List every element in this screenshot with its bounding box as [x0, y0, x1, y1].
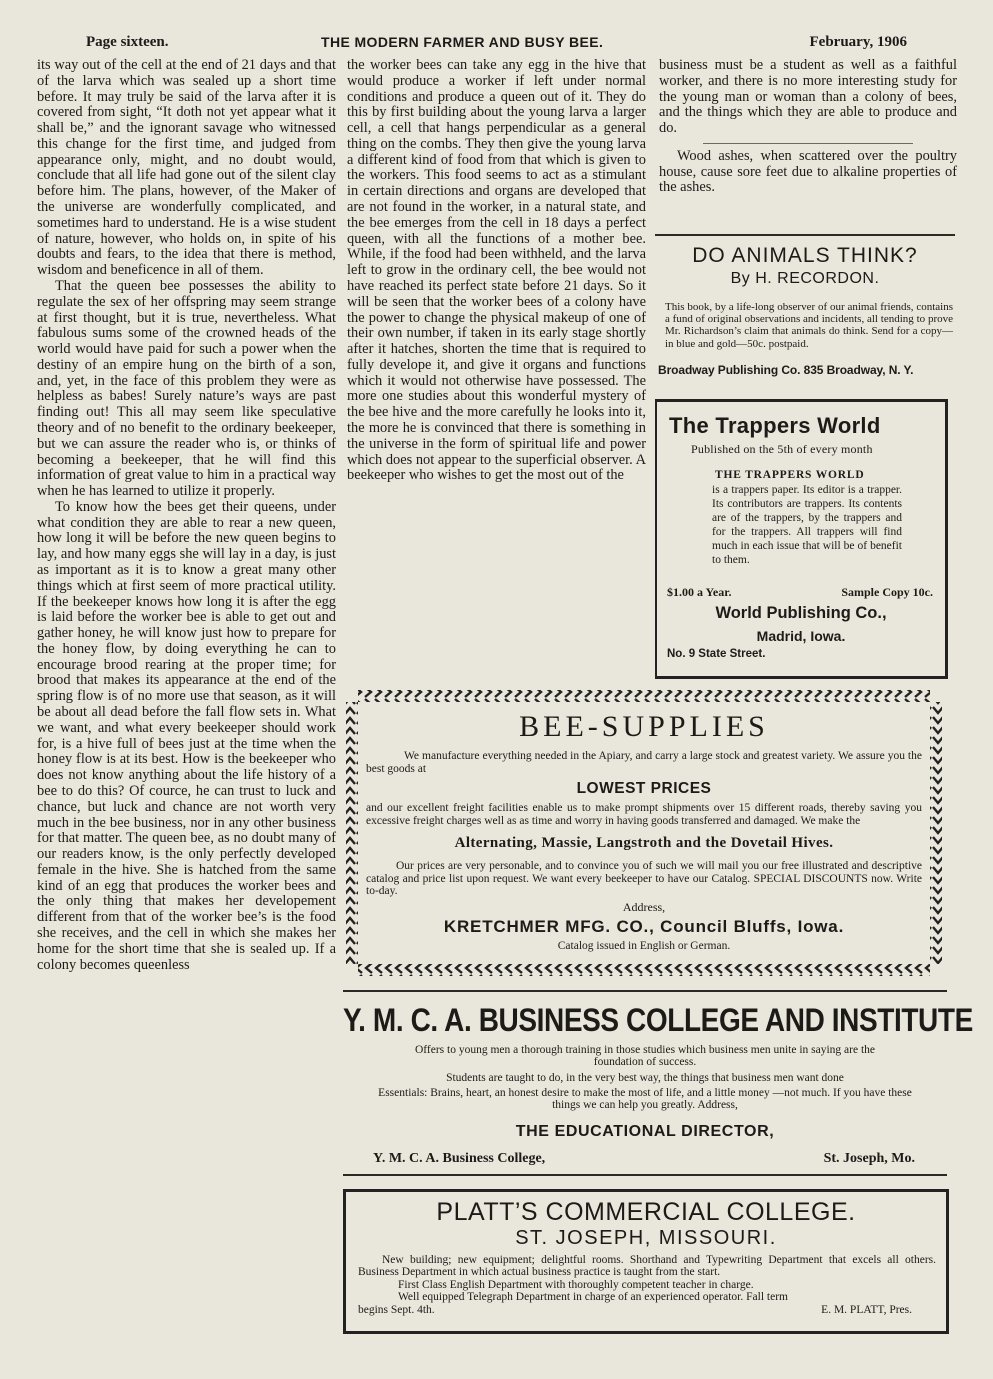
ad-publisher: Broadway Publishing Co. 835 Broadway, N. Y.	[658, 362, 914, 377]
ad-signature: E. M. PLATT, Pres.	[821, 1303, 912, 1316]
ad-products: Alternating, Massie, Langstroth and the Dovetail Hives.	[454, 835, 834, 851]
article-column-3	[659, 58, 957, 196]
price-year: $1.00 a Year.	[667, 585, 732, 599]
ad-do-animals-think	[655, 234, 955, 388]
ad-term-start: begins Sept. 4th.	[358, 1303, 435, 1316]
ad-signature-row	[358, 1304, 932, 1317]
article-column-2	[347, 58, 646, 484]
ad-paragraph: Well equipped Telegraph Department in charge of an experienced operator. Fall term	[398, 1291, 788, 1304]
ad-college-name: Y. M. C. A. Business College,	[373, 1151, 546, 1167]
ad-body: is a trappers paper. Its editor is a trapper. Its contributors are trappers. Its contents are of the trappers, by the trappers and for the trappers. All trappers will find much in each issue that will be of benefit to them.	[712, 484, 902, 566]
ad-company: KRETCHMER MFG. CO., Council Bluffs, Iowa.	[443, 916, 845, 936]
ad-paragraph: and our excellent freight facilities enable us to make prompt shipments over 15 different roads, thereby saving you excessive freight charges well as as time and worry in having goods transferred and damaged. We make the	[366, 802, 922, 827]
ad-subtitle: Published on the 5th of every month	[691, 442, 873, 456]
ad-title: Y. M. C. A. BUSINESS COLLEGE AND INSTITUTE	[343, 1002, 973, 1038]
article-paragraph: the worker bees can take any egg in the hive that would produce a worker if left under normal conditions and produce a queen out of it. They do this by first building about the young larva a larger cell, a cell that hangs perpendicular as a general thing on the combs. They then give the young larva a different kind of food from that which is given to the workers. This food seems to act as a stimulant in certain directions and organs are developed that are not found in the worker, in a natural state, and the bee emerges from the cell in 18 days a perfect queen, with all the functions of a mother bee. While, if the food had been withheld, and the larva left to grow in the ordinary cell, the bee would not have reached its perfect state before 21 days. So it will be seen that the worker bees of a colony have the power to change the physical makeup of one of their own number, if taken in its early stage shortly after it hatches, shorten the time that is required to fully develope it, and give it organs and functions which it would not otherwise have possessed. The more one studies about this wonderful mystery of the bee hive and the more carefully he looks into it, the more he is convinced that there is something in the universe in the form of spiritual life and power which does not appear to the superficial observer. A beekeeper who wishes to get the most out of the	[347, 57, 646, 484]
ad-title: DO ANIMALS THINK?	[692, 244, 918, 267]
ad-ymca-college	[343, 990, 973, 1176]
ad-title: The Trappers World	[669, 413, 881, 438]
ad-street: No. 9 State Street.	[667, 648, 766, 660]
ad-headline: LOWEST PRICES	[576, 780, 712, 797]
ad-author: By H. RECORDON.	[730, 270, 880, 287]
ad-trappers-world	[655, 399, 948, 679]
ad-paragraph: Our prices are very personable, and to convince you of such we will mail you our free illustrated and descriptive catalog and price list upon request. We want every beekeeper to have our Catalog. SPECIAL DISCOUNTS now. Write to-day.	[366, 860, 922, 897]
ad-title: BEE-SUPPLIES	[519, 710, 769, 743]
article-paragraph: That the queen bee possesses the ability to regulate the sex of her offspring may seem strange at first thought, but it is true, nevertheless. What fabulous sums some of the crowned heads of the world would have paid for such a power when the destiny of an empire hung on the birth of a son, and, yet, in the face of this problem they were as helpless as babes! Surely nature’s ways are past finding out! This all may seem like speculative theory and of no benefit to the ordinary beekeeper, but we can assure the reader who is, or thinks of becoming a beekeeper, that he will find this information of great value to him in a practical way when he has learned to utilize it properly.	[37, 277, 336, 500]
article-paragraph: To know how the bees get their queens, under what condition they are able to rear a new queen, how long it will be before the new queen begins to lay, and how many eggs she will lay in a day, is just as important as it is to know a great many other things which at first seem of more practical utility. If the beekeeper knows how long it is after the egg is laid before the worker bee is able to get out and gather honey, he will know just how to prepare for the honey flow, by doing everything he can to encourage brood rearing at the proper time; for brood that makes its appearance at the end of the spring flow is of no more use that season, as it will be about all dead before the fall flow sets in. What we want, and what every beekeeper should work for, is a hive full of bees just at the time when the honey flow is at its best. How is the beekeeper who does not know anything about the life history of a bee to do this? Of cource, he can trust to luck and chance, but luck and chance are not worth very much in the bee business, nor in any other business for that matter. The queen bee, as no doubt many of our readers know, is the only perfectly developed female in the hive. She is hatched from the same kind of an egg that produces the worker bees and the only thing that makes her developement different from that of the worker bee’s is the food she receives, and the cell in which she makes her home for the short time that she is sealed up. If a colony becomes queenless	[37, 498, 336, 973]
ad-paragraph: New building; new equipment; delightful rooms. Shorthand and Typewriting Department that excels all others. Business Department in which actual business practice is taught from the start.	[358, 1254, 936, 1279]
ad-address-label: Address,	[622, 899, 666, 914]
ad-body: This book, by a life-long observer of our animal friends, contains a fund of original observations and incidents, all tending to prove Mr. Richardson’s claim that animals do think. Send for a copy—in blue and gold—50c. postpaid.	[665, 301, 953, 350]
filler-note: Wood ashes, when scattered over the poultry house, cause sore feet due to alkaline properties of the ashes.	[659, 147, 957, 196]
issue-date: February, 1906	[809, 34, 907, 50]
ad-paragraph: Essentials: Brains, heart, an honest desire to make the most of life, and a little money —not much. If you have these things we can help you greatly. Address,	[378, 1086, 912, 1111]
article-paragraph: business must be a student as well as a faithful worker, and there is no more interesting study for the young man or woman than a colony of bees, and the things which they are able to produce and do.	[659, 57, 957, 137]
ad-contact-row	[373, 1151, 915, 1169]
price-sample: Sample Copy 10c.	[841, 585, 933, 599]
ad-city: St. Joseph, Mo.	[823, 1151, 915, 1167]
ad-paragraph: Offers to young men a thorough training in those studies which business men unite in saying are the foundation of success.	[414, 1044, 876, 1069]
ad-paragraph: Students are taught to do, in the very best way, the things that business men want done	[446, 1072, 844, 1085]
ad-catalog-note: Catalog issued in English or German.	[557, 939, 731, 952]
ad-city: ST. JOSEPH, MISSOURI.	[515, 1227, 777, 1249]
ad-title: PLATT’S COMMERCIAL COLLEGE.	[436, 1198, 856, 1226]
ad-paragraph: First Class English Department with thoroughly competent teacher in charge.	[398, 1278, 754, 1291]
ad-content	[366, 708, 922, 952]
page-header	[86, 34, 907, 54]
divider	[703, 143, 913, 144]
ad-city: Madrid, Iowa.	[756, 628, 846, 644]
ad-bee-supplies	[344, 686, 944, 980]
ad-pricing	[667, 585, 933, 599]
publication-title: THE MODERN FARMER AND BUSY BEE.	[321, 34, 604, 50]
ad-publisher: World Publishing Co.,	[715, 604, 887, 622]
ad-platts-college	[343, 1189, 949, 1334]
ad-lead: THE TRAPPERS WORLD	[715, 469, 865, 481]
ad-director: THE EDUCATIONAL DIRECTOR,	[515, 1123, 775, 1141]
article-column-1	[37, 58, 336, 973]
page-number: Page sixteen.	[86, 34, 169, 50]
ad-paragraph: We manufacture everything needed in the Apiary, and carry a large stock and greatest variety. We assure you the best goods at	[366, 750, 922, 775]
article-paragraph: its way out of the cell at the end of 21 days and that of the larva which was sealed up a short time before. It may truly be said of the larva after it is covered from sight, “It doth not yet appear what it shall be,” and the ignorant savage who witnessed this change for the first time, and judged from appearance only, might, and no doubt would, conclude that all life had gone out of the silent clay before him. The plans, however, of the Maker of the universe are wonderfully complicated, and sometimes hard to understand. He is a wise student of nature, however, who holds on, in spite of his doubts and fears, to the idea that there is method, wisdom and beneficence in all of them.	[37, 57, 336, 279]
